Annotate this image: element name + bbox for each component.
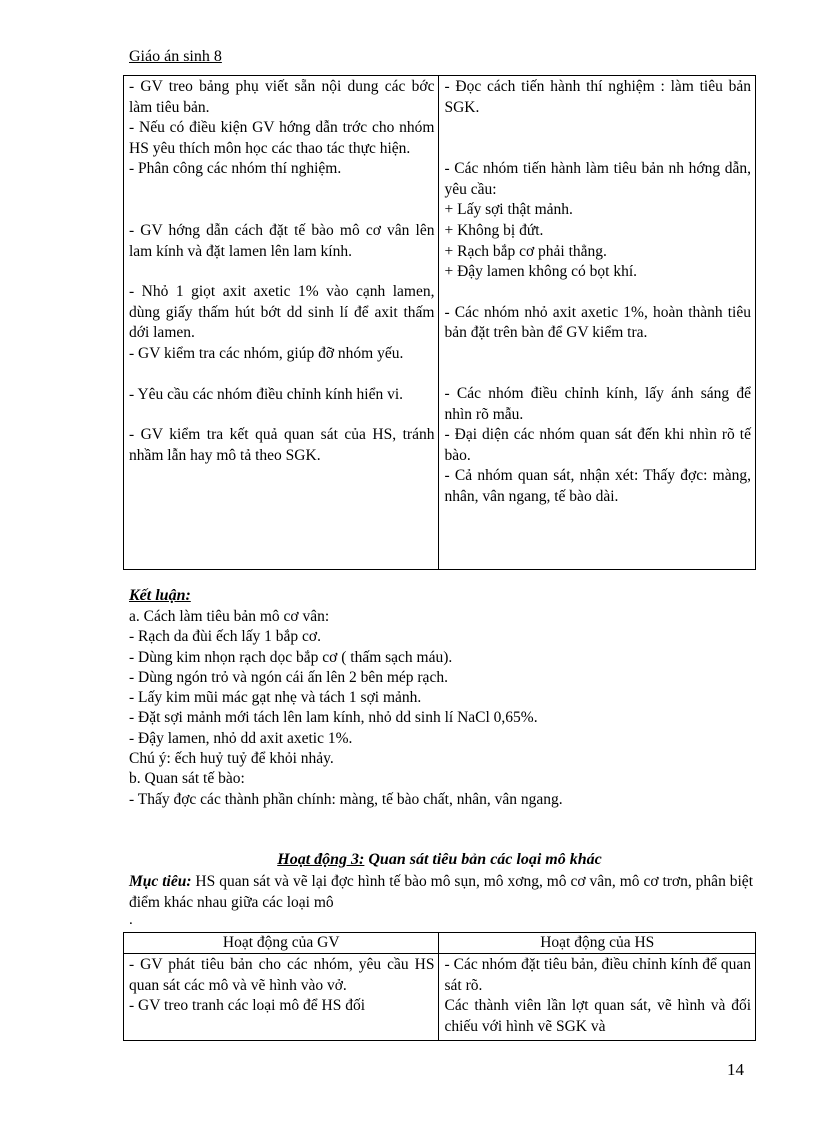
table2-right-item: - Các nhóm đặt tiêu bản, điều chỉnh kính để quan sát rõ. <box>444 956 751 994</box>
document-header: Giáo án sinh 8 <box>129 48 222 65</box>
conclusion-line: b. Quan sát tế bào: <box>129 770 245 788</box>
table1-right-item: + Lấy sợi thật mảnh. <box>444 201 573 219</box>
conclusion-line: - Thấy đợc các thành phần chính: màng, tế bào chất, nhân, vân ngang. <box>129 790 563 808</box>
activity-table-1 <box>123 75 756 570</box>
table1-right-item: - Các nhóm điều chỉnh kính, lấy ánh sáng để nhìn rõ mẫu. <box>444 384 751 423</box>
table2-teacher-cell <box>124 954 439 1041</box>
table1-right-item: + Rạch bắp cơ phải thẳng. <box>444 242 607 260</box>
table2-left-item: - GV treo tranh các loại mô để HS đối <box>129 997 366 1015</box>
conclusion-line: - Dùng kim nhọn rạch dọc bắp cơ ( thấm sạch máu). <box>129 648 453 666</box>
table2-right-item: Các thành viên lần lợt quan sát, vẽ hình và đối chiếu với hình vẽ SGK và <box>444 997 751 1035</box>
conclusion-line: - Đậy lamen, nhỏ dd axit axetic 1%. <box>129 729 353 747</box>
activity3-title-text: Quan sát tiêu bản các loại mô khác <box>364 851 602 868</box>
goal-label: Mục tiêu: <box>129 873 192 890</box>
conclusion-title: Kết luận: <box>129 587 191 604</box>
table2-left-item: - GV phát tiêu bản cho các nhóm, yêu cầu HS quan sát các mô và vẽ hình vào vở. <box>129 956 435 994</box>
page-number: 14 <box>727 1060 744 1079</box>
teacher-activity-cell <box>124 76 439 570</box>
conclusion-line: - Lấy kim mũi mác gạt nhẹ và tách 1 sợi mảnh. <box>129 689 422 707</box>
table1-right-item: + Đậy lamen không có bọt khí. <box>444 263 638 281</box>
goal-text: HS quan sát và vẽ lại đợc hình tế bào mô sụn, mô xơng, mô cơ vân, mô cơ trơn, phân biệt điểm khác nhau giữa các loại mô <box>129 873 753 911</box>
table1-right-item: - Đọc cách tiến hành thí nghiệm : làm tiêu bản SGK. <box>444 78 751 116</box>
table1-right-item: - Cả nhóm quan sát, nhận xét: Thấy đợc: màng, nhân, vân ngang, tế bào dài. <box>444 467 751 505</box>
table1-left-item: - GV kiểm tra kết quả quan sát của HS, tránh nhầm lẫn hay mô tả theo SGK. <box>129 426 435 464</box>
table2-student-cell <box>439 954 756 1041</box>
conclusion-line: a. Cách làm tiêu bản mô cơ vân: <box>129 608 330 625</box>
table1-right-item: - Các nhóm nhỏ axit axetic 1%, hoàn thành tiêu bản đặt trên bàn để GV kiểm tra. <box>444 303 751 342</box>
table2-header-hs: Hoạt động của HS <box>439 933 756 954</box>
table1-left-item: - GV treo bảng phụ viết sẵn nội dung các bớc làm tiêu bản. <box>129 78 435 116</box>
table1-left-item: - GV hớng dẫn cách đặt tế bào mô cơ vân lên lam kính và đặt lamen lên lam kính. <box>129 221 435 260</box>
table1-left-item: - GV kiểm tra các nhóm, giúp đỡ nhóm yếu. <box>129 344 404 362</box>
table1-right-item: - Các nhóm tiến hành làm tiêu bản nh hớng dẫn, yêu cầu: <box>444 160 751 198</box>
table1-left-item: - Nhỏ 1 giọt axit axetic 1% vào cạnh lamen, dùng giấy thấm hút bớt dd sinh lí để axit thấm dới lamen. <box>129 283 435 342</box>
table1-left-item: - Phân công các nhóm thí nghiệm. <box>129 160 342 178</box>
table1-right-item: + Không bị đứt. <box>444 221 544 239</box>
stray-dot: . <box>129 912 133 928</box>
table1-right-item: - Đại diện các nhóm quan sát đến khi nhìn rõ tế bào. <box>444 426 751 464</box>
activity3-title <box>123 851 756 869</box>
conclusion-line: - Dùng ngón trỏ và ngón cái ấn lên 2 bên mép rạch. <box>129 668 448 686</box>
conclusion-line: Chú ý: ếch huỷ tuỷ để khỏi nhảy. <box>129 750 334 768</box>
table1-left-item: - Nếu có điều kiện GV hớng dẫn trớc cho nhóm HS yêu thích môn học các thao tác thực hiện. <box>129 119 435 157</box>
conclusion-body <box>129 607 759 810</box>
conclusion-line: - Đặt sợi mảnh mới tách lên lam kính, nhỏ dd sinh lí NaCl 0,65%. <box>129 709 538 727</box>
activity3-label: Hoạt động 3: <box>277 851 365 868</box>
activity3-goal <box>129 872 753 913</box>
conclusion-line: - Rạch da đùi ếch lấy 1 bắp cơ. <box>129 628 321 646</box>
student-activity-cell <box>439 76 756 570</box>
activity-table-2 <box>123 932 756 1041</box>
table2-header-gv: Hoạt động của GV <box>124 933 439 954</box>
table1-left-item: - Yêu cầu các nhóm điều chỉnh kính hiển vi. <box>129 385 404 403</box>
